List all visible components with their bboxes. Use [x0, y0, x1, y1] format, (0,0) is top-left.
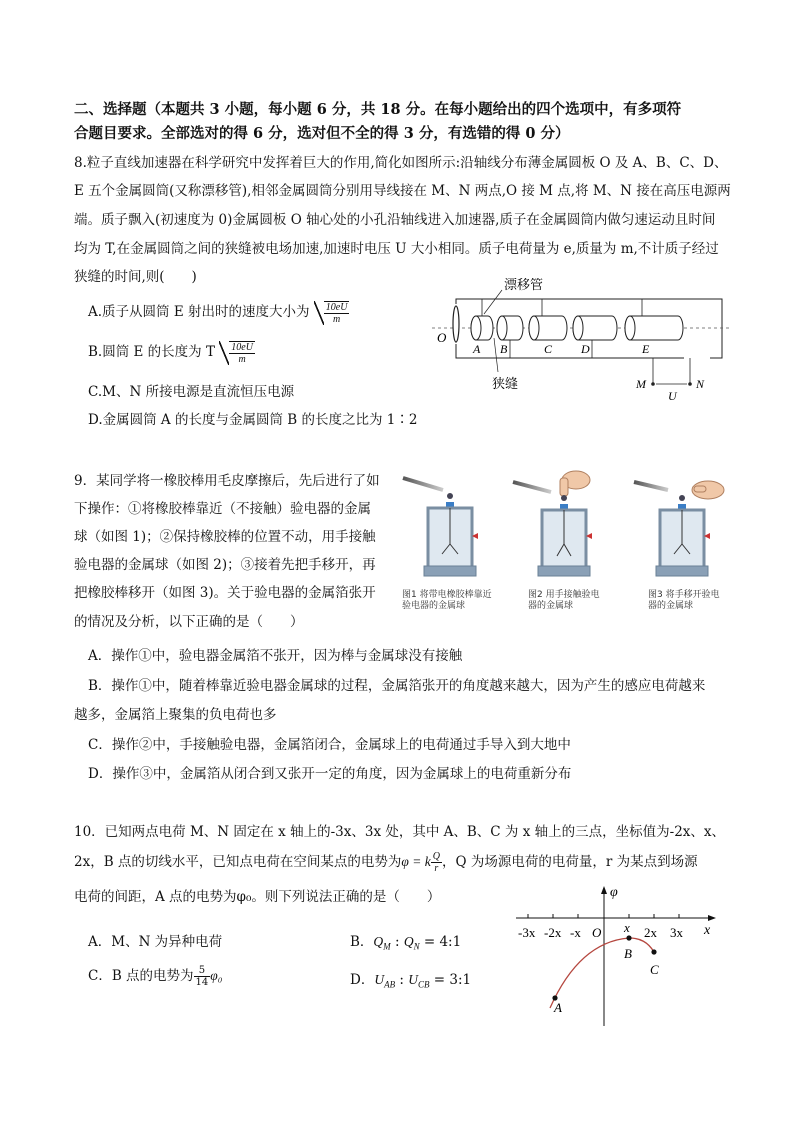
q8-option-b-text: B.圆筒 E 的长度为 T: [88, 344, 215, 360]
q10-option-c-phi: φ₀: [210, 968, 223, 983]
label-gap: 狭缝: [492, 376, 519, 391]
tick-neg-x: -x: [570, 925, 581, 940]
q9-stem-line4: 验电器的金属球（如图 2)；③接着先把手移开，再: [74, 557, 376, 573]
figure-1-caption-line2: 验电器的金属球: [402, 601, 466, 611]
q8-option-a-numerator: 10eU: [325, 301, 348, 313]
q10-option-c-denominator: 14: [195, 977, 209, 988]
sqrt-symbol: [219, 341, 255, 365]
point-b-label: B: [624, 946, 632, 961]
graph-x-label: x: [704, 923, 711, 938]
electroscope-figures: [398, 466, 728, 592]
label-n: N: [696, 377, 705, 391]
q9-stem-line6: 的情况及分析，以下正确的是（ ）: [74, 614, 304, 630]
q8-stem-line1: 8.粒子直线加速器在科学研究中发挥着巨大的作用,简化如图所示:沿轴线分布薄金属圆板 O 及 A、B、C、D、: [74, 155, 728, 171]
figure-2-caption-line2: 器的金属球: [528, 601, 574, 611]
q10-option-a[interactable]: A．M、N 为异种电荷: [88, 934, 223, 950]
q9-stem-line2: 下操作：①将橡胶棒靠近（不接触）验电器的金属: [74, 501, 371, 517]
q8-option-a[interactable]: [88, 300, 349, 325]
figure-1-caption-line1: 图1 将带电橡胶棒靠近: [402, 590, 492, 600]
q10-option-c-text: C．B 点的电势为: [88, 968, 194, 984]
label-tube-b: B: [500, 342, 508, 356]
figure-3-caption: [648, 590, 720, 612]
figure-3-caption-line1: 图3 将手移开验电: [648, 590, 720, 600]
q10-stem-line2-pre: 2x，B 点的切线水平，已知点电荷在空间某点的电势为: [74, 854, 402, 870]
label-m: M: [636, 377, 646, 391]
point-b-dot: [626, 935, 631, 940]
point-a-label: A: [554, 1000, 562, 1015]
q10-stem-line2: [74, 850, 698, 874]
q8-option-c[interactable]: C.M、N 所接电源是直流恒压电源: [88, 384, 295, 400]
q9-option-c[interactable]: C．操作②中，手接触验电器，金属箔闭合，金属球上的电荷通过手导入到大地中: [88, 737, 571, 753]
point-c-dot: [651, 949, 656, 954]
q10-option-d[interactable]: D．$U_{AB}$ : $U_{CB}$ = 3:1: [350, 972, 472, 990]
label-tube-e: E: [642, 342, 650, 356]
tick-3x: 3x: [670, 925, 683, 940]
q9-stem-line1: 9．某同学将一橡胶棒用毛皮摩擦后，先后进行了如: [74, 473, 380, 489]
q9-option-b-line2[interactable]: 越多，金属箔上聚集的负电荷也多: [74, 707, 277, 723]
q8-option-b[interactable]: [88, 340, 255, 365]
graph-origin: O: [592, 925, 602, 940]
label-tube-a: A: [473, 342, 481, 356]
q8-option-b-denominator: m: [238, 353, 246, 365]
q8-stem-line2: E 五个金属圆筒(又称漂移管),相邻金属圆筒分别用导线接在 M、N 两点,O 接 M 点,将 M、N 接在高压电源两: [74, 183, 731, 199]
label-tube-c: C: [544, 342, 553, 356]
point-c-label: C: [650, 962, 659, 977]
label-o: O: [437, 330, 447, 345]
q10-formula-denominator: r: [434, 863, 439, 874]
label-u: U: [668, 389, 677, 403]
q8-option-d[interactable]: D.金属圆筒 A 的长度与金属圆筒 B 的长度之比为 1∶2: [88, 412, 418, 428]
q9-option-b-line1[interactable]: B．操作①中，随着棒靠近验电器金属球的过程，金属箔张开的角度越来越大，因为产生的感应电荷越来: [88, 678, 706, 694]
section-header-line2: 合题目要求。全部选对的得 6 分，选对但不全的得 3 分，有选错的得 0 分）: [74, 125, 570, 142]
tick-2x: 2x: [644, 925, 657, 940]
q8-stem-line5: 狭缝的时间,则( ): [74, 269, 197, 285]
q8-option-a-text: A.质子从圆筒 E 射出时的速度大小为: [88, 304, 310, 320]
q10-option-b[interactable]: B．$Q_M$ : $Q_N$ = 4:1: [350, 934, 462, 952]
potential-graph: [512, 882, 722, 1028]
q9-option-d[interactable]: D．操作③中，金属箔从闭合到又张开一定的角度，因为金属球上的电荷重新分布: [88, 766, 572, 782]
q10-stem-line2-post: ，Q 为场源电荷的电荷量，r 为某点到场源: [441, 854, 698, 870]
q9-stem-line5: 把橡胶棒移开（如图 3)。关于验电器的金属箔张开: [74, 585, 376, 601]
q8-stem-line3: 端。质子飘入(初速度为 0)金属圆板 O 轴心处的小孔沿轴线进入加速器,质子在金属圆筒内做匀速运动且时间: [74, 212, 716, 228]
tick-neg-2x: -2x: [544, 925, 562, 940]
q10-formula-phi: φ = k: [401, 854, 431, 869]
label-drift-tube: 漂移管: [504, 278, 544, 292]
accelerator-diagram: [432, 278, 732, 404]
q9-option-a[interactable]: A．操作①中，验电器金属箔不张开，因为棒与金属球没有接触: [88, 648, 463, 664]
figure-2-electroscope: [513, 471, 592, 576]
graph-y-label: φ: [610, 885, 618, 900]
q8-option-a-denominator: m: [333, 313, 341, 325]
figure-1-electroscope: [403, 478, 478, 576]
q8-option-b-numerator: 10eU: [231, 341, 253, 353]
q10-stem-line3: 电荷的间距，A 点的电势为φ₀。则下列说法正确的是（ ）: [74, 889, 441, 905]
q9-stem-line3: 球（如图 1)；②保持橡胶棒的位置不动，用手接触: [74, 529, 376, 545]
figure-2-caption: [528, 590, 600, 612]
sqrt-symbol: [314, 301, 350, 325]
figure-3-electroscope: [634, 481, 724, 576]
tick-neg-3x: -3x: [518, 925, 536, 940]
q10-option-c-numerator: 5: [194, 965, 211, 977]
figure-2-caption-line1: 图2 用手接触验电: [528, 590, 600, 600]
potential-curve: [550, 938, 654, 1008]
q10-stem-line1: 10．已知两点电荷 M、N 固定在 x 轴上的-3x、3x 处，其中 A、B、C 为 x 轴上的三点，坐标值为-2x、x、: [74, 824, 726, 840]
q10-option-c[interactable]: [88, 964, 222, 988]
section-header-line1: 二、选择题（本题共 3 小题，每小题 6 分，共 18 分。在每小题给出的四个选项中，有多项符: [74, 101, 682, 118]
tick-x: x: [624, 920, 630, 935]
label-tube-d: D: [581, 342, 590, 356]
plate-o: [453, 306, 459, 342]
q10-formula-numerator: Q: [432, 851, 440, 862]
figure-1-caption: [402, 590, 492, 612]
figure-3-caption-line2: 器的金属球: [648, 601, 694, 611]
q8-stem-line4: 均为 T,在金属圆筒之间的狭缝被电场加速,加速时电压 U 大小相同。质子电荷量为 e,质量为 m,不计质子经过: [74, 241, 719, 257]
